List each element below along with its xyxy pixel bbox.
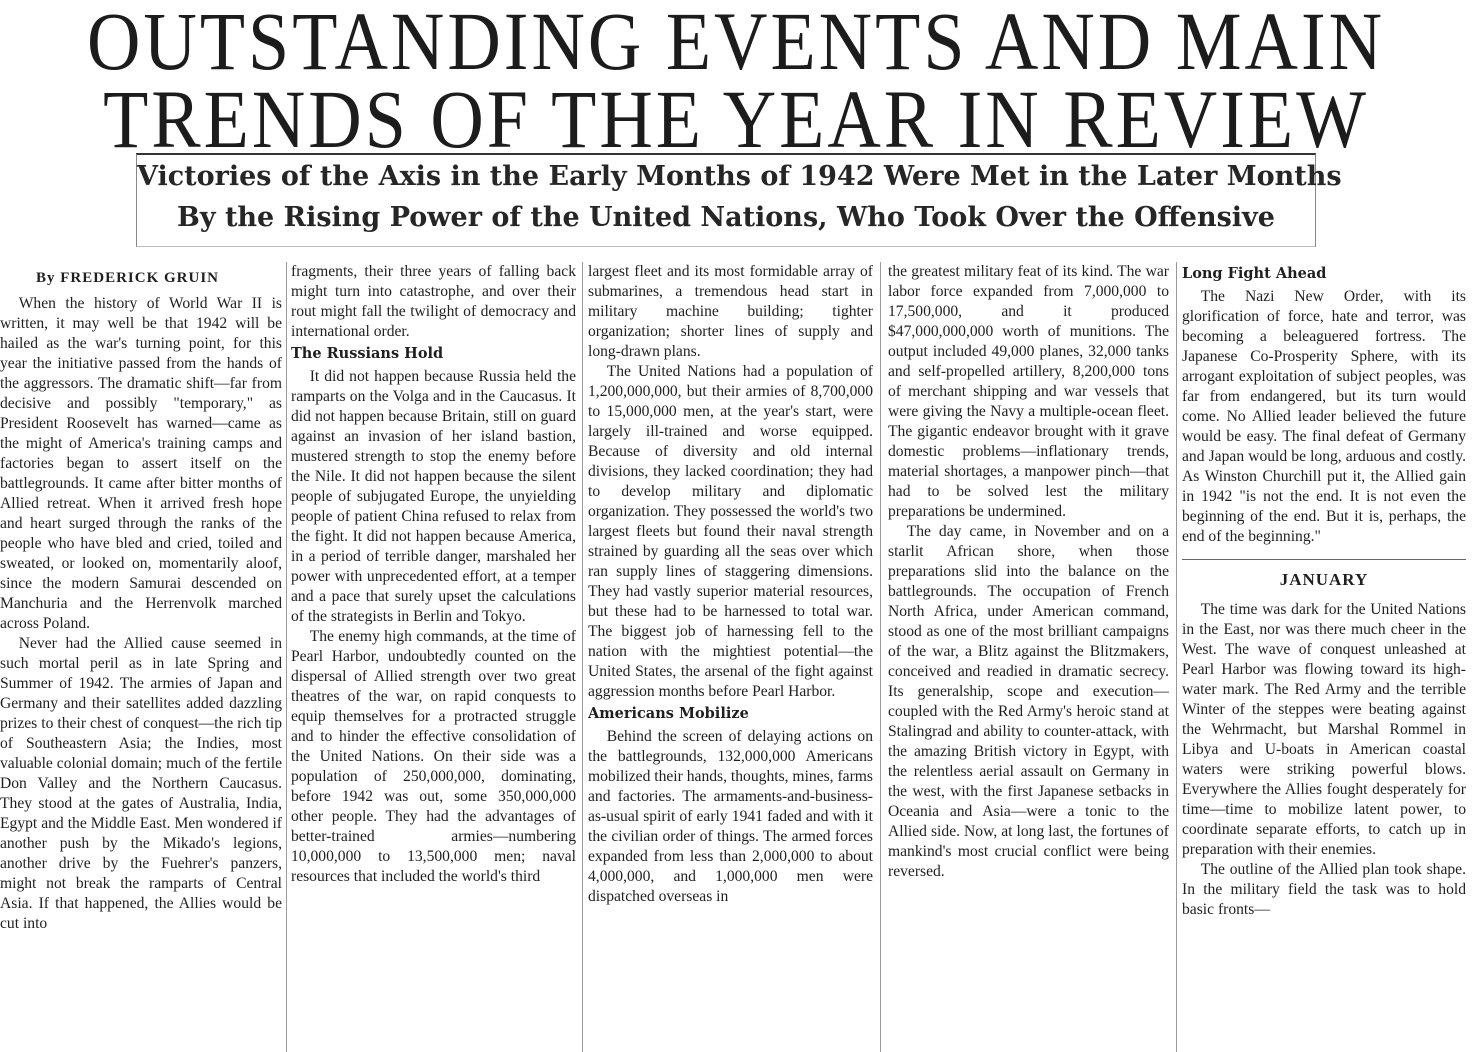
section-head-january: JANUARY bbox=[1182, 559, 1466, 590]
headline-line-1: OUTSTANDING EVENTS AND MAIN bbox=[86, 0, 1386, 88]
paragraph: The enemy high commands, at the time of Pearl Harbor, undoubtedly counted on the dispersal of Allied strength over two great theatres of the war, on rapid conquests to equip themselves for a protracted struggle and to hinder the effective consolidation of the United Nations. On their side was a population of 250,000,000, dominating, before 1942 was out, some 350,000,000 other people. They had the advantages of better-trained armies—numbering 10,000,000 to 13,500,000 men; naval resources that included the world's third bbox=[291, 628, 576, 885]
paragraph: The Nazi New Order, with its glorification of force, hate and terror, was becoming a beleaguered fortress. The Japanese Co-Prosperity Sphere, with its arrogant exploitation of subject peoples, was far from endangered, but its turn would come. No Allied leader believed the future would be easy. The final defeat of Germany and Japan would be long, arduous and costly. As Winston Churchill put it, the Allied gain in 1942 "is not the end. It is not even the beginning of the end. But it is, perhaps, the end of the beginning." bbox=[1182, 288, 1466, 545]
column-rule bbox=[880, 262, 881, 1052]
subhead-americans-mobilize: Americans Mobilize bbox=[588, 705, 749, 722]
subheadline-line-2: By the Rising Power of the United Nations, Who Took Over the Offensive bbox=[177, 202, 1275, 233]
subheadline-line-1: Victories of the Axis in the Early Months of 1942 Were Met in the Later Months bbox=[137, 161, 1342, 192]
paragraph: It did not happen because Russia held the ramparts on the Volga and in the Caucasus. It did not happen because Britain, still on guard against an invasion of her island bastion, mustered strength to stop the enemy before the Nile. It did not happen because the silent people of subjugated Europe, the unyielding people of patient China refused to relax from the fight. It did not happen because America, in a period of terrible danger, marshaled her power with unprecedented effort, at a temper and a pace that surely upset the calculations of the strategists in Berlin and Tokyo. bbox=[291, 368, 576, 625]
article-column-4 bbox=[888, 262, 1169, 1052]
column-rule bbox=[1176, 262, 1177, 1052]
paragraph: The time was dark for the United Nations in the East, nor was there much cheer in the West. The wave of conquest unleashed at Pearl Harbor was flowing toward its high-water mark. The Red Army and the terrible Winter of the steppes were beating against the Wehrmacht, but Marshal Rommel in Libya and U-boats in American coastal waters were striking powerful blows. Everywhere the Allies fought desperately for time—time to mobilize latent power, to coordinate separate efforts, to catch up in preparation with their enemies. bbox=[1182, 601, 1466, 858]
paragraph: The outline of the Allied plan took shape. In the military field the task was to hold basic fronts— bbox=[1182, 861, 1466, 918]
paragraph: Behind the screen of delaying actions on the battlegrounds, 132,000,000 Americans mobilized their hands, thoughts, mines, farms and factories. The armaments-and-business-as-usual spirit of early 1941 faded and with it the civilian order of things. The armed forces expanded from less than 2,000,000 to about 4,000,000, and 1,000,000 men were dispatched overseas in bbox=[588, 728, 873, 905]
article-column-5 bbox=[1182, 262, 1466, 1052]
byline: By FREDERICK GRUIN bbox=[36, 270, 220, 286]
paragraph: Never had the Allied cause seemed in such mortal peril as in late Spring and Summer of 1942. The armies of Japan and Germany and their satellites added dazzling prizes to their chest of conquest—the rich tip of Southeastern Asia; the Indies, most valuable colonial domain; much of the fertile Don Valley and the Northern Caucasus. They stood at the gates of Australia, India, Egypt and the Middle East. Men wondered if another push by the Mikado's legions, another drive by the Fuehrer's panzers, might not break the ramparts of Central Asia. If that happened, the Allies would be cut into bbox=[0, 635, 282, 932]
subhead-russians-hold: The Russians Hold bbox=[291, 345, 444, 362]
article-column-2 bbox=[291, 262, 576, 1052]
paragraph: The United Nations had a population of 1,200,000,000, but their armies of 8,700,000 to 15,000,000 men, at the year's start, were largely ill-trained and worse equipped. Because of diversity and old internal divisions, they lacked coordination; they had to develop military and diplomatic organization. They possessed the world's two largest fleets but found their naval strength strained by guarding all the seas over which ran supply lines of staggering dimensions. They had vastly superior material resources, but these had to be harnessed to total war. The biggest job of harnessing fell to the nation with the mightiest potential—the United States, the arsenal of the fight against aggression months before Pearl Harbor. bbox=[588, 363, 873, 700]
paragraph: The day came, in November and on a starlit African shore, when those preparations slid into the balance on the battlegrounds. The occupation of French North Africa, under American command, stood as one of the most brilliant campaigns of the war, a Blitz against the Blitzmakers, conceived and readied in dramatic secrecy. Its generalship, scope and execution—coupled with the Red Army's heroic stand at Stalingrad and ability to counter-attack, with the amazing British victory in Egypt, with the relentless aerial assault on Germany in the west, with the first Japanese setbacks in Oceania and Asia—were a tonic to the Allied side. Now, at long last, the fortunes of mankind's most crucial conflict were being reversed. bbox=[888, 523, 1169, 880]
paragraph: When the history of World War II is written, it may well be that 1942 will be hailed as the war's turning point, for this year the initiative passed from the hands of the aggressors. The dramatic shift—far from decisive and possibly "temporary," as President Roosevelt has warned—came as the might of America's training camps and factories began to assert itself on the battlegrounds. It came after bitter months of Allied retreat. When it arrived fresh hope and heart surged through the ranks of the people who have bled and cried, toiled and sweated, or looked on, momentarily aloof, since the modern Samurai descended on Manchuria and the Herrenvolk marched across Poland. bbox=[0, 295, 282, 632]
article-column-3 bbox=[588, 262, 873, 1052]
paragraph: the greatest military feat of its kind. The war labor force expanded from 7,000,000 to 17,500,000, and it produced $47,000,000,000 worth of munitions. The output included 49,000 planes, 32,000 tanks and self-propelled artillery, 8,200,000 tons of merchant shipping and war vessels that were giving the Navy a multiple-ocean fleet. The gigantic endeavor brought with it grave domestic problems—inflationary trends, material shortages, a manpower pinch—that had to be solved lest the military preparations be undermined. bbox=[888, 263, 1169, 520]
subhead-long-fight-ahead: Long Fight Ahead bbox=[1182, 265, 1327, 282]
paragraph: largest fleet and its most formidable array of submarines, a tremendous head start in military machine building; tighter organization; shorter lines of supply and long-drawn plans. bbox=[588, 263, 873, 360]
paragraph: fragments, their three years of falling back might turn into catastrophe, and over their rout might fall the twilight of democracy and international order. bbox=[291, 263, 576, 340]
column-rule bbox=[286, 262, 287, 1052]
article-column-1 bbox=[0, 262, 282, 1052]
column-rule bbox=[582, 262, 583, 1052]
headline-line-2: TRENDS OF THE YEAR IN REVIEW bbox=[103, 74, 1369, 166]
subheadline-box bbox=[136, 153, 1342, 247]
